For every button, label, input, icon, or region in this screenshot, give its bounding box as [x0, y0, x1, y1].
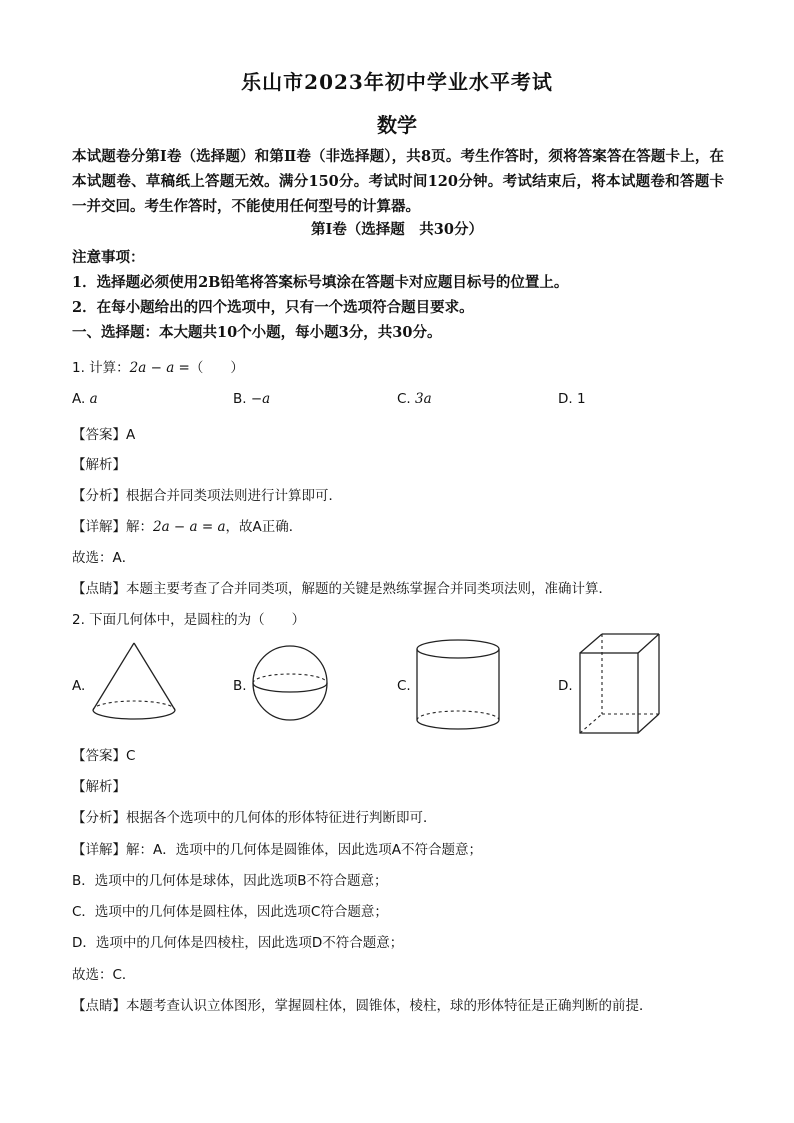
exam-title: 乐山市2023年初中学业水平考试 — [241, 70, 553, 94]
notice-item-2: 2．在每小题给出的四个选项中，只有一个选项符合题目要求。 — [72, 299, 474, 316]
q2-comment: 【点睛】本题考查认识立体图形，掌握圆柱体，圆锥体，棱柱，球的形体特征是正确判断的前提． — [72, 998, 653, 1014]
q1-choose: 故选：A． — [72, 550, 136, 566]
q1-expression: 2a − a = — [129, 360, 190, 376]
part-title: 一、选择题：本大题共10个小题，每小题3分，共30分。 — [72, 324, 442, 341]
q2-option-d-label: D. — [558, 678, 573, 694]
q1-option-c: C. 3a — [397, 391, 432, 407]
subject-title: 数学 — [377, 113, 417, 137]
q1-option-b: B. −a — [233, 391, 271, 407]
exam-instructions: 本试题卷分第Ⅰ卷（选择题）和第Ⅱ卷（非选择题），共8页。考生作答时，须将答案答在答题卡上，在本试题卷、草稿纸上答题无效。满分150分。考试时间120分钟。考试结束后，将本试题卷和答题卡一并交回。考生作答时，不能使用任何型号的计算器。 — [72, 148, 724, 215]
q1-answer: 【答案】A — [72, 427, 136, 443]
cone-icon — [88, 640, 180, 722]
q2-option-a-label: A. — [72, 678, 86, 694]
q2-option-c-label: C. — [397, 678, 411, 694]
prism-icon — [577, 631, 663, 737]
q1-comment: 【点睛】本题主要考查了合并同类项，解题的关键是熟练掌握合并同类项法则，准确计算． — [72, 581, 612, 597]
q2-option-b-label: B. — [233, 678, 247, 694]
notice-item-1: 1．选择题必须使用2B铅笔将答案标号填涂在答题卡对应题目标号的位置上。 — [72, 274, 569, 291]
sphere-icon — [250, 643, 330, 723]
q2-detail-a: 【详解】解：A．选项中的几何体是圆锥体，因此选项A不符合题意； — [72, 842, 482, 858]
q1-stem: 1. 计算：2a − a =（ ） — [72, 360, 244, 376]
q1-analysis-tag: 【解析】 — [72, 457, 126, 473]
section-title: 第Ⅰ卷（选择题 共30分） — [311, 221, 483, 238]
q2-stem: 2. 下面几何体中，是圆柱的为（ ） — [72, 612, 306, 628]
q1-option-a: A. a — [72, 391, 98, 407]
q2-detail-d: D．选项中的几何体是四棱柱，因此选项D不符合题意； — [72, 935, 404, 951]
q2-fenxi: 【分析】根据各个选项中的几何体的形体特征进行判断即可． — [72, 810, 437, 826]
cylinder-icon — [413, 637, 503, 733]
q1-detail: 【详解】解：2a − a = a，故A正确． — [72, 519, 303, 535]
q2-analysis-tag: 【解析】 — [72, 779, 126, 795]
q1-fenxi: 【分析】根据合并同类项法则进行计算即可． — [72, 488, 342, 504]
q2-detail-b: B．选项中的几何体是球体，因此选项B不符合题意； — [72, 873, 388, 889]
q2-answer: 【答案】C — [72, 748, 136, 764]
q2-choose: 故选：C． — [72, 967, 136, 983]
q2-detail-c: C．选项中的几何体是圆柱体，因此选项C符合题意； — [72, 904, 388, 920]
notice-title: 注意事项： — [72, 249, 145, 266]
q1-option-d: D. 1 — [558, 391, 586, 407]
